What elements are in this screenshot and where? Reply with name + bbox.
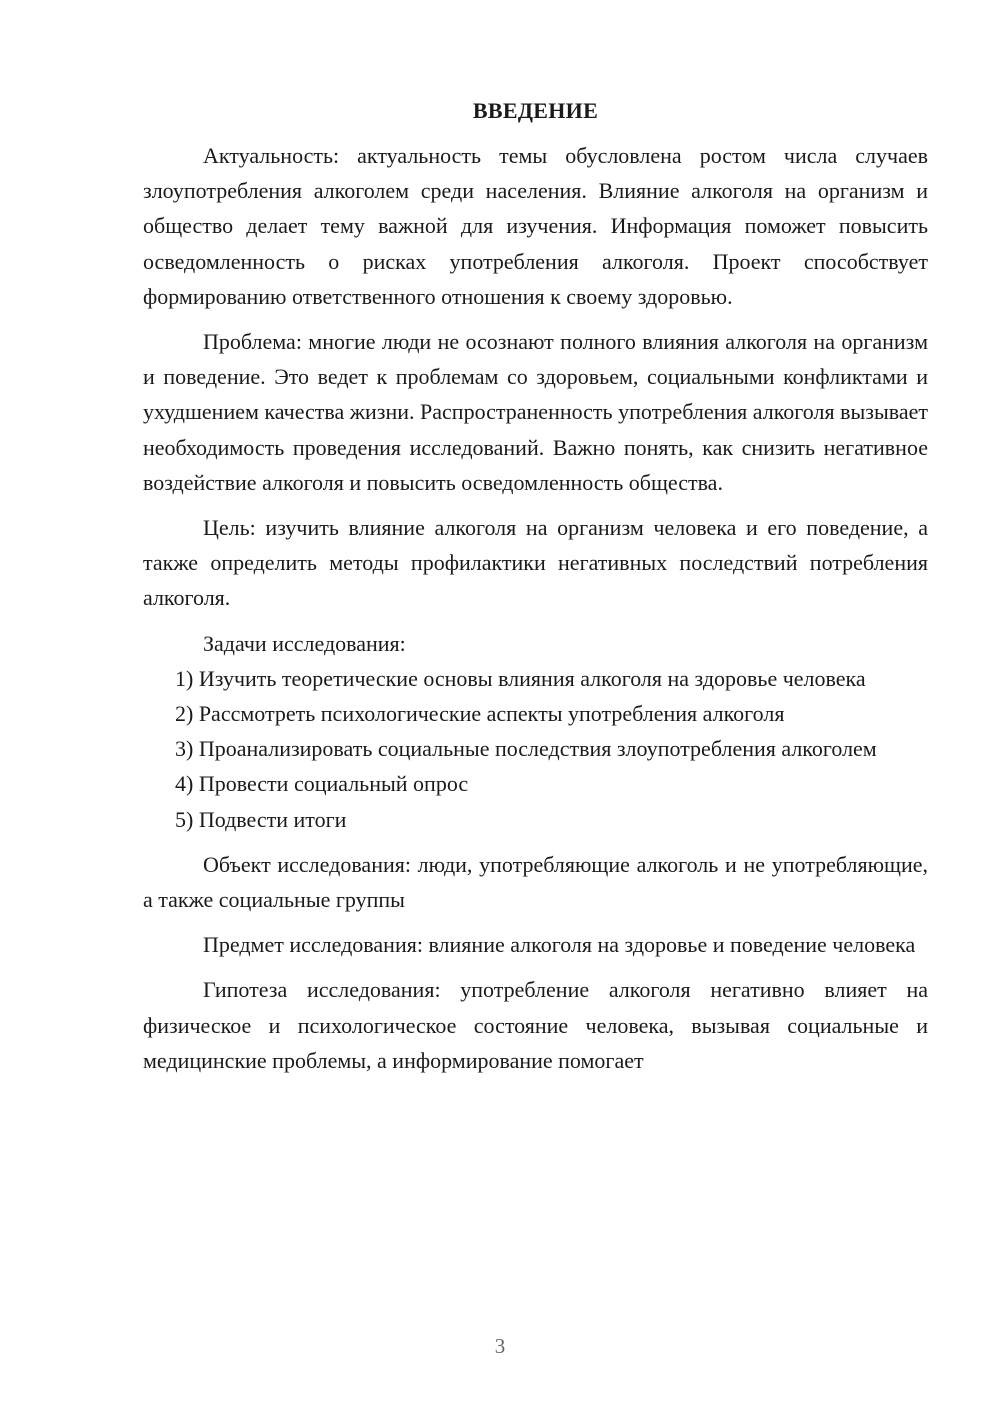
page-number: 3 [494, 1334, 506, 1358]
tasks-heading: Задачи исследования: [203, 630, 406, 656]
page-content [143, 93, 928, 1078]
task-item-4: 4) Провести социальный опрос [175, 771, 469, 797]
paragraph-relevance: Актуальность: актуальность темы обусловлена ростом числа случаев злоупотребления алкоголем среди населения. Влияние алкоголя на организм и общество делает тему важной для изучения. Информация поможет повысить осведомленность о рисках употребления алкоголя. Проект способствует формированию ответственного отношения к своему здоровью. [143, 143, 928, 309]
task-item-1: 1) Изучить теоретические основы влияния алкоголя на здоровье человека [175, 665, 866, 691]
paragraph-subject: Предмет исследования: влияние алкоголя на здоровье и поведение человека [203, 932, 916, 958]
task-item-3: 3) Проанализировать социальные последствия злоупотребления алкоголем [175, 736, 877, 762]
paragraph-object: Объект исследования: люди, употребляющие алкоголь и не употребляющие, а также социальные группы [143, 851, 928, 913]
section-title: ВВЕДЕНИЕ [472, 98, 599, 123]
task-item-2: 2) Рассмотреть психологические аспекты употребления алкоголя [175, 701, 785, 727]
paragraph-problem: Проблема: многие люди не осознают полного влияния алкоголя на организм и поведение. Это ведет к проблемам со здоровьем, социальными конфликтами и ухудшением качества жизни. Распространенность употребления алкоголя вызывает необходимость проведения исследований. Важно понять, как снизить негативное воздействие алкоголя и повысить осведомленность общества. [143, 329, 928, 495]
paragraph-goal: Цель: изучить влияние алкоголя на организм человека и его поведение, а также определить методы профилактики негативных последствий потребления алкоголя. [143, 515, 928, 611]
task-item-5: 5) Подвести итоги [175, 806, 347, 832]
paragraph-hypothesis: Гипотеза исследования: употребление алкоголя негативно влияет на физическое и психологическое состояние человека, вызывая социальные и медицинские проблемы, а информирование помогает [143, 977, 928, 1073]
